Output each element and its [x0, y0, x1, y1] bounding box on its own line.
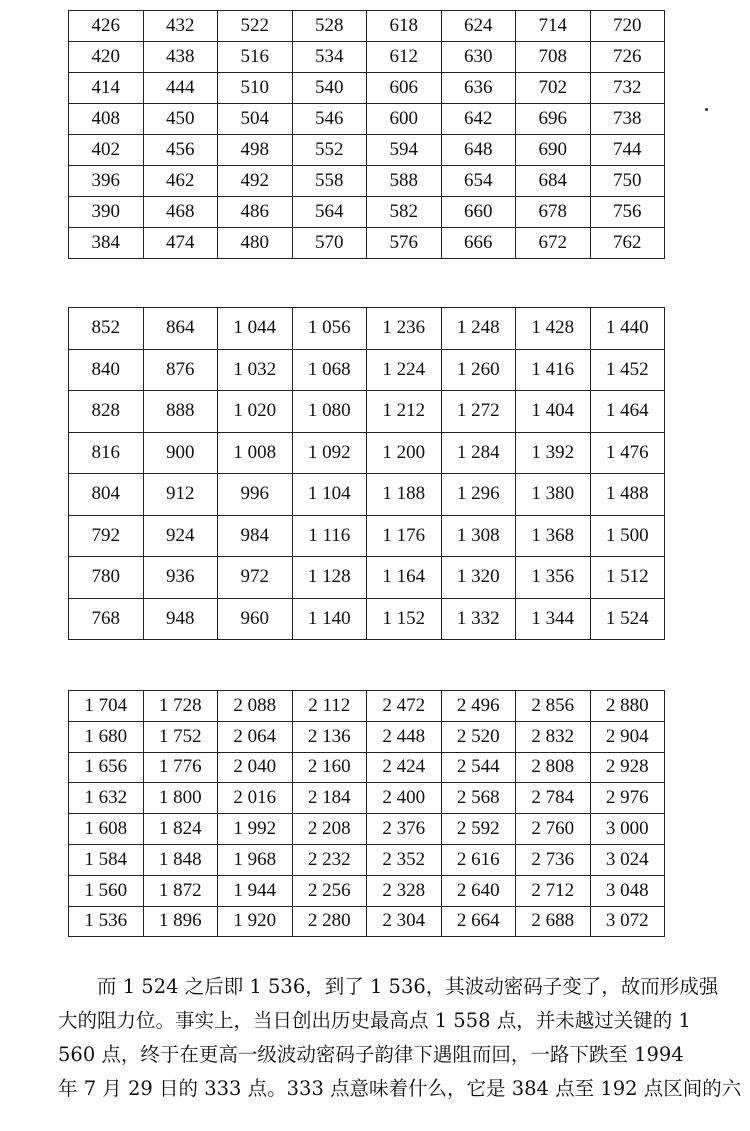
table-cell: 2 016 [218, 783, 293, 814]
table-cell: 498 [218, 135, 293, 166]
table-cell: 1 848 [143, 844, 218, 875]
table-cell: 2 400 [367, 783, 442, 814]
table-cell: 1 464 [590, 391, 665, 433]
table-cell: 690 [516, 135, 591, 166]
table-cell: 2 136 [292, 721, 367, 752]
table-cell: 1 224 [367, 349, 442, 391]
table-cell: 2 592 [441, 814, 516, 845]
table-cell: 828 [69, 391, 144, 433]
table-cell: 3 000 [590, 814, 665, 845]
table-cell: 552 [292, 135, 367, 166]
table-cell: 2 712 [516, 875, 591, 906]
table-cell: 462 [143, 166, 218, 197]
table-cell: 510 [218, 73, 293, 104]
table-cell: 678 [516, 197, 591, 228]
table-cell: 3 048 [590, 875, 665, 906]
table-cell: 588 [367, 166, 442, 197]
table-cell: 414 [69, 73, 144, 104]
table-cell: 1 200 [367, 432, 442, 474]
table-cell: 1 008 [218, 432, 293, 474]
table-cell: 1 728 [143, 691, 218, 722]
table-cell: 2 568 [441, 783, 516, 814]
table-cell: 1 608 [69, 814, 144, 845]
table-cell: 612 [367, 42, 442, 73]
table-cell: 1 140 [292, 598, 367, 640]
table-cell: 432 [143, 11, 218, 42]
table-cell: 912 [143, 474, 218, 516]
table-cell: 852 [69, 308, 144, 350]
table-cell: 2 328 [367, 875, 442, 906]
table-cell: 1 332 [441, 598, 516, 640]
table-cell: 492 [218, 166, 293, 197]
table-cell: 1 128 [292, 557, 367, 599]
table-cell: 2 688 [516, 906, 591, 937]
table-cell: 756 [590, 197, 665, 228]
table-cell: 1 752 [143, 721, 218, 752]
table-cell: 2 112 [292, 691, 367, 722]
table-cell: 1 524 [590, 598, 665, 640]
table-cell: 570 [292, 228, 367, 259]
table-cell: 642 [441, 104, 516, 135]
table-cell: 2 904 [590, 721, 665, 752]
table-cell: 516 [218, 42, 293, 73]
table-cell: 2 544 [441, 752, 516, 783]
table-row [69, 197, 665, 228]
table-cell: 2 808 [516, 752, 591, 783]
table-row [69, 515, 665, 557]
table-cell: 1 500 [590, 515, 665, 557]
table-cell: 1 428 [516, 308, 591, 350]
table-cell: 1 308 [441, 515, 516, 557]
table-cell: 1 356 [516, 557, 591, 599]
table-cell: 384 [69, 228, 144, 259]
table-row [69, 557, 665, 599]
table-cell: 480 [218, 228, 293, 259]
table-cell: 684 [516, 166, 591, 197]
table-row [69, 875, 665, 906]
table-cell: 1 824 [143, 814, 218, 845]
table-cell: 468 [143, 197, 218, 228]
table-cell: 522 [218, 11, 293, 42]
table-cell: 2 304 [367, 906, 442, 937]
table-cell: 996 [218, 474, 293, 516]
table-cell: 696 [516, 104, 591, 135]
table-cell: 2 088 [218, 691, 293, 722]
table-cell: 396 [69, 166, 144, 197]
table-cell: 420 [69, 42, 144, 73]
table-cell: 624 [441, 11, 516, 42]
table-cell: 426 [69, 11, 144, 42]
table-cell: 438 [143, 42, 218, 73]
table-row [69, 228, 665, 259]
table-cell: 1 404 [516, 391, 591, 433]
table-cell: 1 440 [590, 308, 665, 350]
scan-speck [705, 108, 708, 111]
table-cell: 594 [367, 135, 442, 166]
table-cell: 750 [590, 166, 665, 197]
table-cell: 450 [143, 104, 218, 135]
table-cell: 1 584 [69, 844, 144, 875]
table-cell: 660 [441, 197, 516, 228]
table-cell: 2 352 [367, 844, 442, 875]
table-cell: 702 [516, 73, 591, 104]
table-cell: 2 856 [516, 691, 591, 722]
table-cell: 924 [143, 515, 218, 557]
table-cell: 720 [590, 11, 665, 42]
table-cell: 2 448 [367, 721, 442, 752]
table-cell: 738 [590, 104, 665, 135]
table-cell: 744 [590, 135, 665, 166]
table-cell: 2 784 [516, 783, 591, 814]
table-cell: 1 968 [218, 844, 293, 875]
table-cell: 582 [367, 197, 442, 228]
table-cell: 936 [143, 557, 218, 599]
table-cell: 2 928 [590, 752, 665, 783]
table-cell: 732 [590, 73, 665, 104]
table-cell: 2 520 [441, 721, 516, 752]
table-row [69, 474, 665, 516]
table-cell: 2 736 [516, 844, 591, 875]
table-cell: 528 [292, 11, 367, 42]
table-row [69, 166, 665, 197]
table-row [69, 308, 665, 350]
table-cell: 1 212 [367, 391, 442, 433]
table-cell: 1 020 [218, 391, 293, 433]
table-cell: 606 [367, 73, 442, 104]
table-cell: 1 320 [441, 557, 516, 599]
table-cell: 1 104 [292, 474, 367, 516]
table-cell: 666 [441, 228, 516, 259]
table-cell: 1 152 [367, 598, 442, 640]
table-cell: 726 [590, 42, 665, 73]
table-cell: 888 [143, 391, 218, 433]
table-cell: 540 [292, 73, 367, 104]
table-cell: 1 632 [69, 783, 144, 814]
table-cell: 1 560 [69, 875, 144, 906]
table-cell: 1 236 [367, 308, 442, 350]
table-cell: 636 [441, 73, 516, 104]
table-cell: 486 [218, 197, 293, 228]
table-cell: 2 760 [516, 814, 591, 845]
table-cell: 1 896 [143, 906, 218, 937]
table-cell: 1 476 [590, 432, 665, 474]
table-row [69, 814, 665, 845]
table-cell: 1 944 [218, 875, 293, 906]
table-row [69, 11, 665, 42]
table-cell: 618 [367, 11, 442, 42]
table-cell: 600 [367, 104, 442, 135]
table-row [69, 721, 665, 752]
table-cell: 2 472 [367, 691, 442, 722]
table-cell: 1 080 [292, 391, 367, 433]
table-cell: 1 920 [218, 906, 293, 937]
table-cell: 576 [367, 228, 442, 259]
table-cell: 1 092 [292, 432, 367, 474]
table-row [69, 691, 665, 722]
table-row [69, 844, 665, 875]
table-cell: 1 512 [590, 557, 665, 599]
table-cell: 654 [441, 166, 516, 197]
table-cell: 2 184 [292, 783, 367, 814]
table-row [69, 783, 665, 814]
table-cell: 2 976 [590, 783, 665, 814]
table-cell: 2 256 [292, 875, 367, 906]
table-row [69, 432, 665, 474]
table-cell: 1 248 [441, 308, 516, 350]
table-cell: 1 488 [590, 474, 665, 516]
table-cell: 876 [143, 349, 218, 391]
table-cell: 1 056 [292, 308, 367, 350]
table-cell: 1 272 [441, 391, 516, 433]
table-cell: 2 424 [367, 752, 442, 783]
table-cell: 816 [69, 432, 144, 474]
table-cell: 1 704 [69, 691, 144, 722]
table-row [69, 73, 665, 104]
table-cell: 1 872 [143, 875, 218, 906]
table-cell: 864 [143, 308, 218, 350]
table-cell: 1 776 [143, 752, 218, 783]
table-cell: 558 [292, 166, 367, 197]
table-cell: 630 [441, 42, 516, 73]
table-cell: 2 160 [292, 752, 367, 783]
table-cell: 504 [218, 104, 293, 135]
table-cell: 2 880 [590, 691, 665, 722]
table-cell: 1 800 [143, 783, 218, 814]
table-cell: 1 044 [218, 308, 293, 350]
table-cell: 1 380 [516, 474, 591, 516]
table-cell: 2 496 [441, 691, 516, 722]
table-cell: 768 [69, 598, 144, 640]
table-cell: 3 072 [590, 906, 665, 937]
table-cell: 960 [218, 598, 293, 640]
table-cell: 1 680 [69, 721, 144, 752]
table-cell: 648 [441, 135, 516, 166]
table-cell: 984 [218, 515, 293, 557]
table-cell: 762 [590, 228, 665, 259]
table-cell: 2 208 [292, 814, 367, 845]
table-cell: 390 [69, 197, 144, 228]
table-cell: 456 [143, 135, 218, 166]
table-cell: 2 376 [367, 814, 442, 845]
table-cell: 2 040 [218, 752, 293, 783]
table-cell: 1 032 [218, 349, 293, 391]
table-cell: 714 [516, 11, 591, 42]
table-cell: 3 024 [590, 844, 665, 875]
table-cell: 2 616 [441, 844, 516, 875]
table-cell: 1 068 [292, 349, 367, 391]
table-cell: 1 416 [516, 349, 591, 391]
table-cell: 2 640 [441, 875, 516, 906]
table-cell: 444 [143, 73, 218, 104]
table-row [69, 906, 665, 937]
number-table-2 [68, 307, 665, 640]
table-row [69, 104, 665, 135]
table-row [69, 349, 665, 391]
table-row [69, 42, 665, 73]
table-cell: 1 176 [367, 515, 442, 557]
table-cell: 804 [69, 474, 144, 516]
table-cell: 2 280 [292, 906, 367, 937]
table-cell: 1 344 [516, 598, 591, 640]
table-cell: 1 116 [292, 515, 367, 557]
table-cell: 972 [218, 557, 293, 599]
table-cell: 2 832 [516, 721, 591, 752]
table-cell: 792 [69, 515, 144, 557]
table-cell: 2 064 [218, 721, 293, 752]
paragraph-line: 560 点，终于在更高一级波动密码子韵律下遇阻而回，一路下跌至 1994 [58, 1043, 684, 1066]
table-cell: 1 656 [69, 752, 144, 783]
number-table-1 [68, 10, 665, 259]
table-cell: 948 [143, 598, 218, 640]
table-cell: 2 664 [441, 906, 516, 937]
table-cell: 900 [143, 432, 218, 474]
table-cell: 1 392 [516, 432, 591, 474]
paragraph-line: 年 7 月 29 日的 333 点。333 点意味着什么，它是 384 点至 192 点区间的六 [58, 1077, 742, 1100]
table-cell: 2 232 [292, 844, 367, 875]
table-row [69, 752, 665, 783]
table-row [69, 391, 665, 433]
table-row [69, 135, 665, 166]
number-table-3 [68, 690, 665, 937]
paragraph-line: 大的阻力位。事实上，当日创出历史最高点 1 558 点，并未越过关键的 1 [58, 1009, 691, 1032]
table-cell: 1 188 [367, 474, 442, 516]
paragraph-line: 而 1 524 之后即 1 536，到了 1 536，其波动密码子变了，故而形成强 [58, 975, 719, 998]
table-cell: 408 [69, 104, 144, 135]
table-cell: 1 536 [69, 906, 144, 937]
table-cell: 534 [292, 42, 367, 73]
table-cell: 1 164 [367, 557, 442, 599]
table-cell: 1 368 [516, 515, 591, 557]
table-cell: 1 452 [590, 349, 665, 391]
table-cell: 672 [516, 228, 591, 259]
table-cell: 780 [69, 557, 144, 599]
table-cell: 840 [69, 349, 144, 391]
table-cell: 474 [143, 228, 218, 259]
table-cell: 1 992 [218, 814, 293, 845]
table-cell: 708 [516, 42, 591, 73]
table-row [69, 598, 665, 640]
table-cell: 402 [69, 135, 144, 166]
table-cell: 1 296 [441, 474, 516, 516]
table-cell: 564 [292, 197, 367, 228]
table-cell: 546 [292, 104, 367, 135]
table-cell: 1 284 [441, 432, 516, 474]
table-cell: 1 260 [441, 349, 516, 391]
